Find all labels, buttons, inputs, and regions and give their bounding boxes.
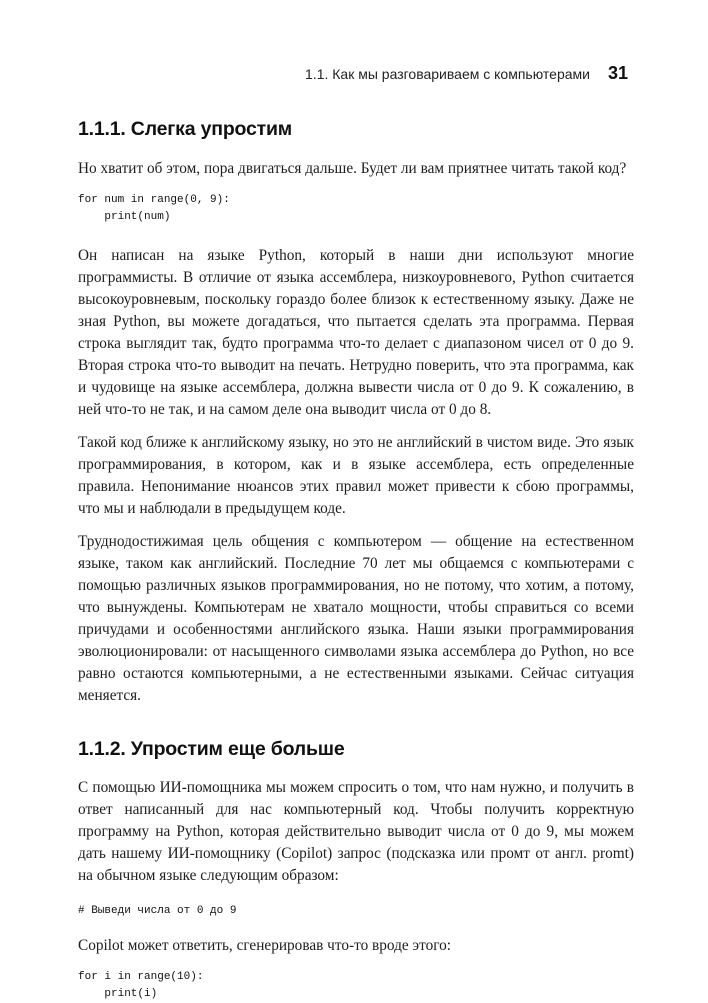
- paragraph-copilot: Copilot может ответить, сгенерировав что-то вроде этого:: [78, 937, 452, 954]
- paragraph-ai-assistant: С помощью ИИ-помощника мы можем спросить о том, что нам нужно, и получить в ответ написанный для нас компьютерный код. Чтобы получить корректную программу на Python, которая действительно выводит числа от 0 до 9, мы можем дать нашему ИИ-помощнику (Copilot) запрос (подсказка или промт от англ. promt) на обычном языке следующим образом:: [78, 779, 634, 884]
- section-heading-1-1-2: 1.1.2. Упростим еще больше: [78, 738, 345, 760]
- intro-paragraph: Но хватит об этом, пора двигаться дальше. Будет ли вам приятнее читать такой код?: [78, 160, 627, 177]
- paragraph-natural-language: Труднодостижимая цель общения с компьютером — общение на естественном языке, таком как английский. Последние 70 лет мы общаемся с компьютерами с помощью различных языков программирования, но не потому, что хотим, а потому, что вынуждены. Компьютерам не хватало мощности, чтобы справиться со всеми причудами и особенностями английского языка. Наши языки программирования эволюционировали: от насыщенного символами языка ассемблера до Python, но все равно остаются компьютерными, а не естественными языками. Сейчас ситуация меняется.: [78, 533, 634, 704]
- page-content: [78, 110, 634, 1003]
- page-number: 31: [607, 63, 628, 83]
- code-block-range: for num in range(0, 9): print(num): [78, 194, 230, 223]
- code-block-answer: for i in range(10): print(i): [78, 971, 204, 1000]
- section-heading-1-1-1: 1.1.1. Слегка упростим: [78, 118, 293, 140]
- paragraph-python: Он написан на языке Python, который в наши дни используют многие программисты. В отличие от языка ассемблера, низкоуровневого, Python считается высокоуровневым, поскольку гораздо более близок к естественному языку. Даже не зная Python, вы можете догадаться, что пытается сделать эта программа. Первая строка выглядит так, будто программа что-то делает с диапазоном чисел от 0 до 9. Вторая строка что-то выводит на печать. Нетрудно поверить, что эта программа, как и чудовище на языке ассемблера, должна вывести числа от 0 до 9. К сожалению, в ней что-то не так, и на самом деле она выводит числа от 0 до 8.: [78, 247, 634, 418]
- code-block-prompt: # Выведи числа от 0 до 9: [78, 905, 237, 917]
- running-head: [305, 63, 628, 84]
- paragraph-rules: Такой код ближе к английскому языку, но это не английский в чистом виде. Это язык программирования, в котором, как и в языке ассемблера, есть определенные правила. Непонимание нюансов этих правил может привести к сбою программы, что мы и наблюдали в предыдущем коде.: [78, 434, 634, 517]
- running-title: 1.1. Как мы разговариваем с компьютерами: [305, 66, 590, 82]
